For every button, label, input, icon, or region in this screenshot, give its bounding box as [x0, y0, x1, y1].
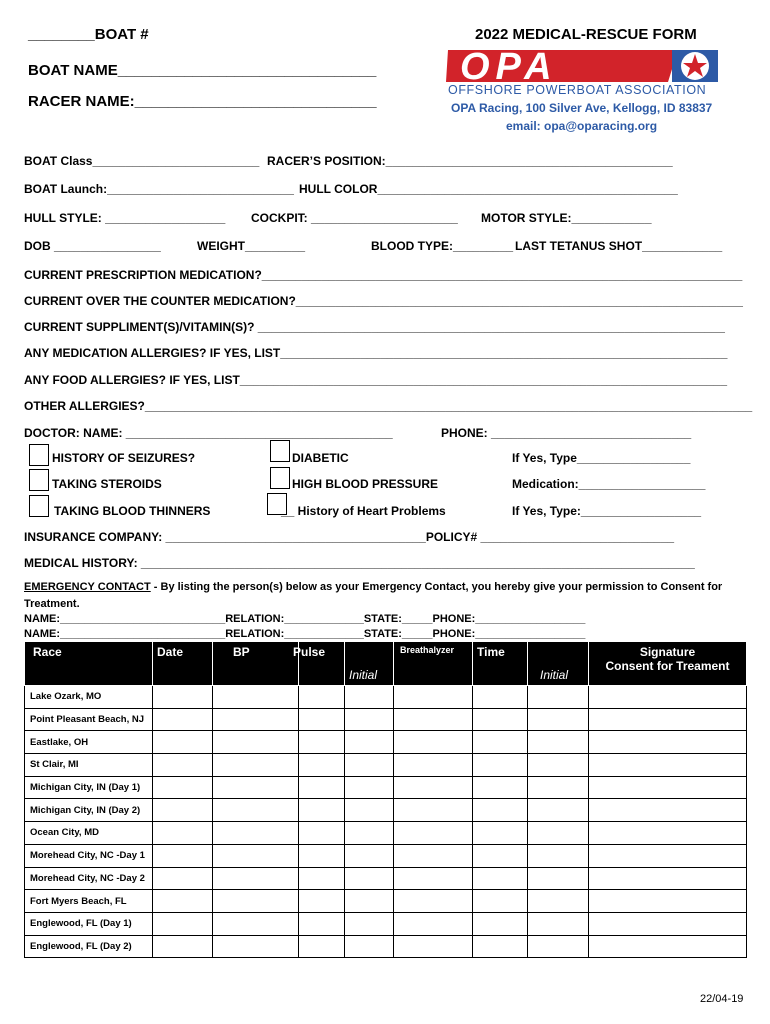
signature-cell[interactable]: [589, 890, 747, 913]
initial-cell[interactable]: [528, 731, 589, 754]
time-cell[interactable]: [473, 912, 528, 935]
initial-cell[interactable]: [345, 799, 394, 822]
form-title: 2022 MEDICAL-RESCUE FORM: [475, 26, 697, 43]
racer-position-field[interactable]: RACER’S POSITION:___________________________________________: [267, 154, 673, 168]
initial-cell[interactable]: [345, 912, 394, 935]
high-bp-checkbox[interactable]: [270, 467, 290, 489]
breathalyzer-cell[interactable]: [394, 754, 473, 777]
high-bp-label: HIGH BLOOD PRESSURE: [292, 477, 439, 491]
date-cell[interactable]: [153, 686, 213, 709]
boat-name-field[interactable]: BOAT NAME_______________________________: [28, 62, 377, 79]
diabetic-label: DIABETIC: [292, 451, 349, 465]
pulse-cell[interactable]: [299, 799, 345, 822]
initial-cell[interactable]: [345, 822, 394, 845]
table-row: [25, 754, 747, 777]
pulse-cell[interactable]: [299, 822, 345, 845]
bp-cell[interactable]: [213, 822, 299, 845]
diabetic-checkbox[interactable]: [270, 440, 290, 462]
food-allergies-field[interactable]: ANY FOOD ALLERGIES? IF YES, LIST_________________________________________________________________________: [24, 373, 727, 387]
pulse-cell[interactable]: [299, 935, 345, 958]
col-bp: BP: [213, 642, 299, 686]
emergency-contact-text2: Treatment.: [24, 598, 80, 610]
address: OPA Racing, 100 Silver Ave, Kellogg, ID 83837: [451, 101, 713, 115]
table-row: [25, 776, 747, 799]
emergency-contact-consent: - By listing the person(s) below as your Emergency Contact, you hereby give your permission to Consent for: [150, 581, 723, 593]
pulse-cell[interactable]: [299, 754, 345, 777]
race-location: Ocean City, MD: [25, 822, 153, 845]
logo-text: OPA: [460, 46, 558, 88]
pulse-cell[interactable]: [299, 776, 345, 799]
initial-cell[interactable]: [345, 776, 394, 799]
col-date: Date: [153, 642, 213, 686]
initial-cell[interactable]: [528, 754, 589, 777]
table-row: [25, 708, 747, 731]
otc-medication-field[interactable]: CURRENT OVER THE COUNTER MEDICATION?___________________________________________________________________: [24, 294, 743, 308]
table-row: [25, 867, 747, 890]
table-row: [25, 686, 747, 709]
col-initial-2: Initial: [528, 642, 589, 686]
table-row: [25, 799, 747, 822]
date-cell[interactable]: [153, 912, 213, 935]
emergency-contact-heading: EMERGENCY CONTACT: [24, 581, 151, 593]
date-cell[interactable]: [153, 935, 213, 958]
hull-style-field[interactable]: HULL STYLE: __________________: [24, 211, 226, 225]
breathalyzer-cell[interactable]: [394, 799, 473, 822]
table-row: [25, 890, 747, 913]
time-cell[interactable]: [473, 867, 528, 890]
form-version: 22/04-19: [700, 993, 744, 1005]
heart-type-field[interactable]: If Yes, Type:__________________: [512, 504, 702, 518]
bp-cell[interactable]: [213, 935, 299, 958]
time-cell[interactable]: [473, 686, 528, 709]
pulse-cell[interactable]: [299, 686, 345, 709]
date-cell[interactable]: [153, 799, 213, 822]
race-location: Morehead City, NC -Day 1: [25, 844, 153, 867]
pulse-cell[interactable]: [299, 844, 345, 867]
doctor-name-field[interactable]: DOCTOR: NAME: ________________________________________: [24, 426, 393, 440]
initial-cell[interactable]: [528, 912, 589, 935]
weight-field[interactable]: WEIGHT_________: [197, 239, 306, 253]
table-header-row: [25, 642, 747, 686]
bp-medication-field[interactable]: Medication:___________________: [512, 477, 706, 491]
pulse-cell[interactable]: [299, 912, 345, 935]
boat-launch-field[interactable]: BOAT Launch:____________________________: [24, 182, 294, 196]
bp-cell[interactable]: [213, 686, 299, 709]
initial-cell[interactable]: [345, 867, 394, 890]
initial-cell[interactable]: [528, 890, 589, 913]
emergency-contact-text: [24, 581, 722, 593]
cockpit-field[interactable]: COCKPIT: ______________________: [251, 211, 458, 225]
signature-cell[interactable]: [589, 912, 747, 935]
prescription-field[interactable]: CURRENT PRESCRIPTION MEDICATION?________________________________________________________________________: [24, 268, 743, 282]
pulse-cell[interactable]: [299, 890, 345, 913]
signature-cell[interactable]: [589, 844, 747, 867]
race-location: Morehead City, NC -Day 2: [25, 867, 153, 890]
table-row: [25, 822, 747, 845]
initial-cell[interactable]: [345, 890, 394, 913]
breathalyzer-cell[interactable]: [394, 935, 473, 958]
race-location: Eastlake, OH: [25, 731, 153, 754]
col-signature: Signature Consent for Treament: [589, 642, 747, 686]
date-cell[interactable]: [153, 890, 213, 913]
medication-allergies-field[interactable]: ANY MEDICATION ALLERGIES? IF YES, LIST___________________________________________________________________: [24, 346, 728, 360]
bp-cell[interactable]: [213, 867, 299, 890]
emergency-contact-line-2[interactable]: NAME:___________________________RELATION:_____________STATE:_____PHONE:__________________: [24, 628, 586, 640]
breathalyzer-cell[interactable]: [394, 731, 473, 754]
initial-cell[interactable]: [345, 731, 394, 754]
insurance-field[interactable]: INSURANCE COMPANY: _______________________________________POLICY# _____________________________: [24, 530, 675, 544]
doctor-phone-field[interactable]: PHONE: ______________________________: [441, 426, 692, 440]
col-time: Time: [473, 642, 528, 686]
breathalyzer-cell[interactable]: [394, 867, 473, 890]
dob-field[interactable]: DOB ________________: [24, 239, 161, 253]
tetanus-field[interactable]: LAST TETANUS SHOT____________: [515, 239, 723, 253]
col-pulse: Pulse: [299, 642, 345, 686]
bp-cell[interactable]: [213, 776, 299, 799]
signature-cell[interactable]: [589, 799, 747, 822]
initial-cell[interactable]: [528, 686, 589, 709]
bp-cell[interactable]: [213, 708, 299, 731]
hull-color-field[interactable]: HULL COLOR_____________________________________________: [299, 182, 678, 196]
col-breathalyzer: Breathalyzer: [394, 642, 473, 686]
bp-cell[interactable]: [213, 844, 299, 867]
signature-cell[interactable]: [589, 776, 747, 799]
race-location: Lake Ozark, MO: [25, 686, 153, 709]
breathalyzer-cell[interactable]: [394, 776, 473, 799]
time-cell[interactable]: [473, 822, 528, 845]
other-allergies-field[interactable]: OTHER ALLERGIES?___________________________________________________________________________________________: [24, 399, 753, 413]
time-cell[interactable]: [473, 799, 528, 822]
race-location: Point Pleasant Beach, NJ: [25, 708, 153, 731]
seizures-checkbox[interactable]: [29, 444, 49, 466]
breathalyzer-cell[interactable]: [394, 844, 473, 867]
email: email: opa@oparacing.org: [506, 119, 658, 133]
date-cell[interactable]: [153, 731, 213, 754]
pulse-cell[interactable]: [299, 731, 345, 754]
initial-cell[interactable]: [528, 708, 589, 731]
boat-class-field[interactable]: BOAT Class_________________________: [24, 154, 260, 168]
initial-cell[interactable]: [345, 935, 394, 958]
pulse-cell[interactable]: [299, 708, 345, 731]
col-race: Race: [25, 642, 153, 686]
initial-cell[interactable]: [528, 822, 589, 845]
racer-name-field[interactable]: RACER NAME:_____________________________: [28, 93, 377, 110]
table-row: [25, 935, 747, 958]
signature-cell[interactable]: [589, 935, 747, 958]
date-cell[interactable]: [153, 776, 213, 799]
bp-cell[interactable]: [213, 912, 299, 935]
breathalyzer-cell[interactable]: [394, 822, 473, 845]
signature-cell[interactable]: [589, 822, 747, 845]
time-cell[interactable]: [473, 776, 528, 799]
blood-thinners-checkbox[interactable]: [29, 495, 49, 517]
bp-cell[interactable]: [213, 890, 299, 913]
time-cell[interactable]: [473, 935, 528, 958]
motor-style-field[interactable]: MOTOR STYLE:____________: [481, 211, 652, 225]
race-location: St Clair, MI: [25, 754, 153, 777]
table-row: [25, 844, 747, 867]
emergency-contact-line-1[interactable]: NAME:___________________________RELATION:_____________STATE:_____PHONE:__________________: [24, 613, 586, 625]
boat-number-field[interactable]: ________BOAT #: [28, 26, 149, 43]
time-cell[interactable]: [473, 731, 528, 754]
pulse-cell[interactable]: [299, 867, 345, 890]
initial-cell[interactable]: [528, 799, 589, 822]
initial-cell[interactable]: [528, 867, 589, 890]
heart-problems-label: __ History of Heart Problems: [281, 504, 446, 518]
diabetic-type-field[interactable]: If Yes, Type_________________: [512, 451, 691, 465]
initial-cell[interactable]: [528, 935, 589, 958]
date-cell[interactable]: [153, 844, 213, 867]
time-cell[interactable]: [473, 844, 528, 867]
signature-cell[interactable]: [589, 754, 747, 777]
date-cell[interactable]: [153, 867, 213, 890]
opa-logo: [446, 44, 722, 96]
bp-cell[interactable]: [213, 754, 299, 777]
time-cell[interactable]: [473, 890, 528, 913]
breathalyzer-cell[interactable]: [394, 708, 473, 731]
bp-cell[interactable]: [213, 731, 299, 754]
initial-cell[interactable]: [345, 686, 394, 709]
supplements-field[interactable]: CURRENT SUPPLIMENT(S)/VITAMIN(S)? ______________________________________________________________________: [24, 320, 725, 334]
date-cell[interactable]: [153, 708, 213, 731]
breathalyzer-cell[interactable]: [394, 912, 473, 935]
table-row: [25, 912, 747, 935]
breathalyzer-cell[interactable]: [394, 890, 473, 913]
race-location: Michigan City, IN (Day 1): [25, 776, 153, 799]
race-log-table: [24, 641, 747, 958]
col-initial-1: Initial: [345, 642, 394, 686]
steroids-label: TAKING STEROIDS: [52, 477, 162, 491]
race-location: Fort Myers Beach, FL: [25, 890, 153, 913]
blood-thinners-label: TAKING BLOOD THINNERS: [54, 504, 211, 518]
seizures-label: HISTORY OF SEIZURES?: [52, 451, 196, 465]
date-cell[interactable]: [153, 754, 213, 777]
time-cell[interactable]: [473, 754, 528, 777]
table-row: [25, 731, 747, 754]
blood-type-field[interactable]: BLOOD TYPE:_________: [371, 239, 514, 253]
signature-cell[interactable]: [589, 731, 747, 754]
initial-cell[interactable]: [345, 754, 394, 777]
race-location: Michigan City, IN (Day 2): [25, 799, 153, 822]
initial-cell[interactable]: [528, 776, 589, 799]
initial-cell[interactable]: [345, 708, 394, 731]
breathalyzer-cell[interactable]: [394, 686, 473, 709]
initial-cell[interactable]: [345, 844, 394, 867]
medical-history-field[interactable]: MEDICAL HISTORY: ___________________________________________________________________________________: [24, 556, 695, 570]
steroids-checkbox[interactable]: [29, 469, 49, 491]
signature-cell[interactable]: [589, 867, 747, 890]
signature-cell[interactable]: [589, 686, 747, 709]
signature-cell[interactable]: [589, 708, 747, 731]
svg-text:OFFSHORE POWERBOAT ASSOCIATION: OFFSHORE POWERBOAT ASSOCIATION: [448, 83, 707, 96]
initial-cell[interactable]: [528, 844, 589, 867]
race-location: Englewood, FL (Day 2): [25, 935, 153, 958]
bp-cell[interactable]: [213, 799, 299, 822]
race-location: Englewood, FL (Day 1): [25, 912, 153, 935]
time-cell[interactable]: [473, 708, 528, 731]
date-cell[interactable]: [153, 822, 213, 845]
